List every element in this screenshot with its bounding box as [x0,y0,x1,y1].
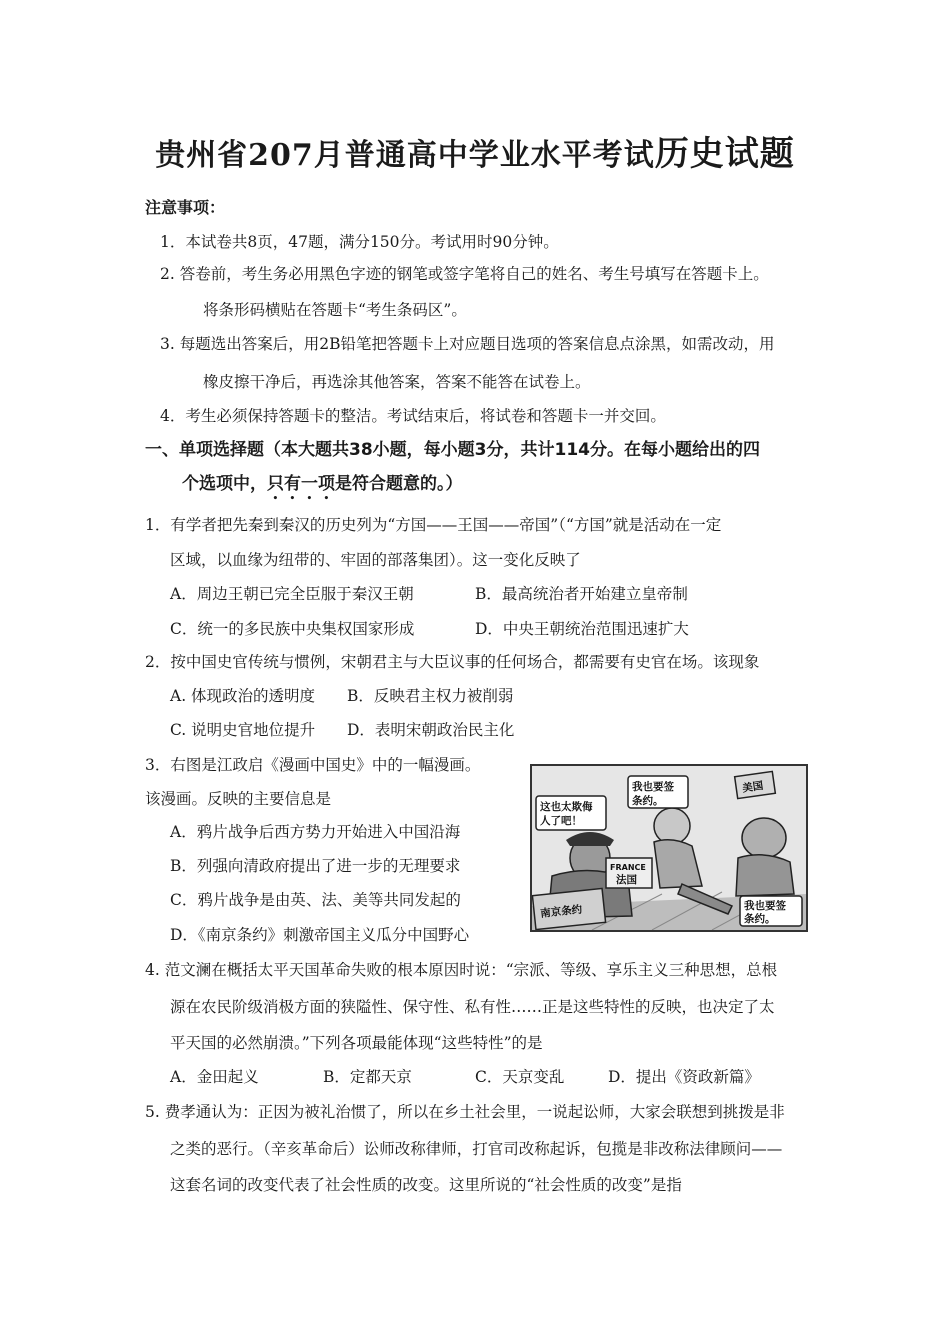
notice-item: 4．考生必须保持答题卡的整洁。考试结束后，将试卷和答题卡一并交回。 [160,407,666,425]
notice-item: 橡皮擦干净后，再选涂其他答案，答案不能答在试卷上。 [203,373,591,391]
svg-text:人了吧！: 人了吧！ [540,815,582,827]
option-a: A．周边王朝已完全臣服于秦汉王朝 [170,585,414,603]
title-emph: 历史试题 [654,134,795,174]
notice-item: 3. 每题选出答案后，用2B铅笔把答题卡上对应题目选项的答案信息点涂黑，如需改动，用 [160,335,775,353]
france-figure [654,808,690,844]
question-stem: 该漫画。反映的主要信息是 [145,790,332,808]
question-stem: 源在农民阶级消极方面的狭隘性、保守性、私有性……正是这些特性的反映，也决定了太 [170,998,775,1016]
usa-figure [742,818,786,858]
option-a: A．鸦片战争后西方势力开始进入中国沿海 [170,823,461,841]
title-main: 贵州省207月普通高中学业水平考试 [155,138,655,173]
svg-text:我也要签: 我也要签 [744,900,786,912]
option-c: C．天京变乱 [475,1068,565,1086]
option-c: C. 说明史官地位提升 [170,721,316,739]
svg-text:条约。: 条约。 [632,795,664,807]
notice-heading: 注意事项： [145,198,226,217]
question-stem: 4. 范文澜在概括太平天国革命失败的根本原因时说：“宗派、等级、享乐主义三种思想，总根 [145,961,778,979]
svg-text:条约。: 条约。 [744,913,776,925]
svg-text:FRANCE: FRANCE [610,863,646,872]
option-b: B．列强向清政府提出了进一步的无理要求 [170,857,461,875]
question-stem: 3．右图是江政启《漫画中国史》中的一幅漫画。 [145,756,481,774]
svg-text:这也太欺侮: 这也太欺侮 [540,801,593,813]
option-c: C．鸦片战争是由英、法、美等共同发起的 [170,891,461,909]
question-stem: 之类的恶行。（辛亥革命后）讼师改称律师，打官司改称起诉，包揽是非改称法律顾问—— [170,1140,783,1158]
question-stem: 2．按中国史官传统与惯例，宋朝君主与大臣议事的任何场合，都需要有史官在场。该现象 [145,653,760,671]
option-d: D．中央王朝统治范围迅速扩大 [475,620,689,638]
option-d: D．《南京条约》刺激帝国主义瓜分中国野心 [170,926,470,944]
notice-item: 将条形码横贴在答题卡“考生条码区”。 [203,301,467,319]
history-cartoon-image [530,764,808,932]
notice-item: 1．本试卷共8页，47题，满分150分。考试用时90分钟。 [160,233,559,251]
section-heading-cont: 个选项中，只有一项是符合题意的。） [182,474,463,494]
option-b: B．定都天京 [323,1068,412,1086]
question-stem: 1．有学者把先秦到秦汉的历史列为“方国——王国——帝国”（“方国”就是活动在一定 [145,516,722,534]
section-heading: 一、单项选择题（本大题共38小题，每小题3分，共计114分。在每小题给出的四 [145,440,760,460]
option-c: C．统一的多民族中央集权国家形成 [170,620,415,638]
svg-text:我也要签: 我也要签 [632,781,674,793]
svg-text:南京条约: 南京条约 [539,903,583,920]
emphasis-only-one: 只有一项 [267,474,335,494]
option-a: A. 体现政治的透明度 [170,687,316,705]
svg-text:法国: 法国 [616,874,637,886]
option-b: B．最高统治者开始建立皇帝制 [475,585,688,603]
option-d: D．提出《资政新篇》 [608,1068,760,1086]
notice-item: 2. 答卷前，考生务必用黑色字迹的钢笔或签字笔将自己的姓名、考生号填写在答题卡上。 [160,265,769,283]
question-stem: 5. 费孝通认为：正因为被礼治惯了，所以在乡土社会里，一说起讼师，大家会联想到挑拨是非 [145,1103,785,1121]
question-stem: 平天国的必然崩溃。”下列各项最能体现“这些特性”的是 [170,1034,543,1052]
option-b: B．反映君主权力被削弱 [347,687,514,705]
option-d: D．表明宋朝政治民主化 [347,721,515,739]
question-stem: 区域，以血缘为纽带的、牢固的部落集团）。这一变化反映了 [170,551,581,569]
question-stem: 这套名词的改变代表了社会性质的改变。这里所说的“社会性质的改变”是指 [170,1176,682,1194]
page-title [0,126,950,175]
option-a: A．金田起义 [170,1068,259,1086]
svg-text:美国: 美国 [741,779,765,795]
cartoon-drawing [532,766,806,930]
